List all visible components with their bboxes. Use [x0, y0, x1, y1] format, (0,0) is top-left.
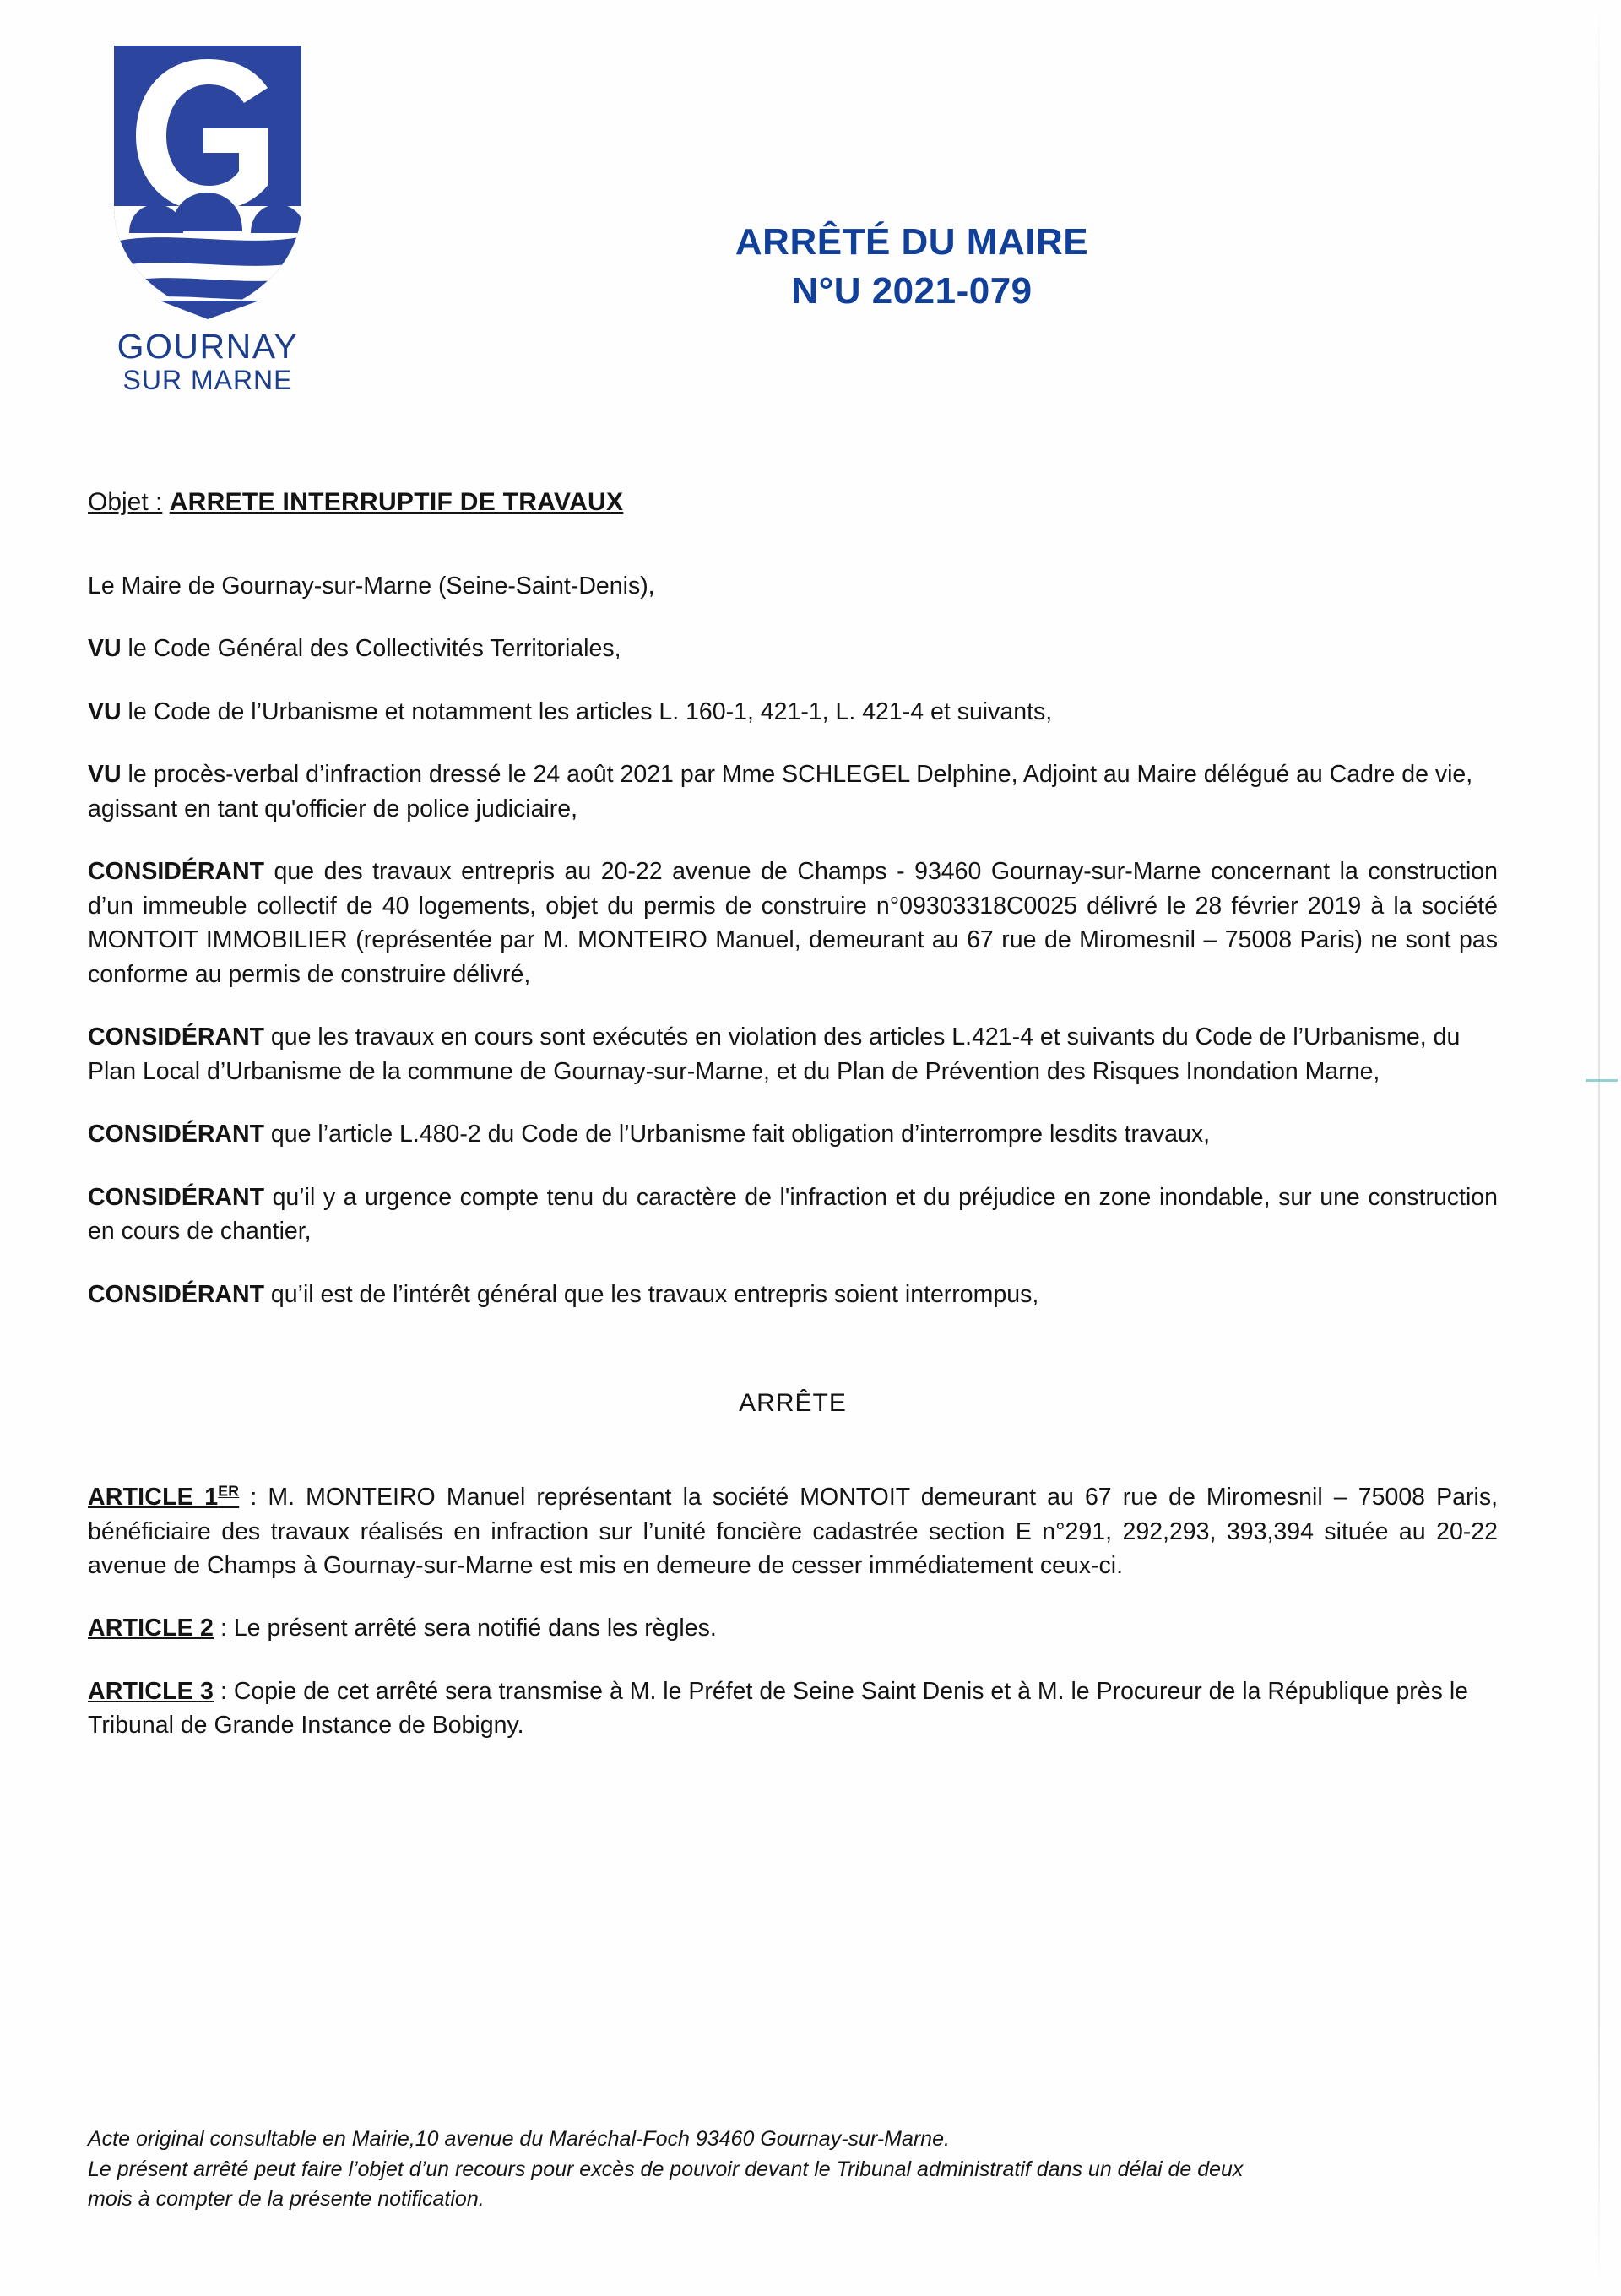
decree-heading: ARRÊTE — [739, 1389, 847, 1418]
document-body — [88, 486, 1498, 1772]
article-label — [88, 1615, 214, 1642]
article-separator: : — [239, 1484, 268, 1512]
document-title — [540, 218, 1283, 316]
vu-clause — [88, 632, 1498, 665]
article-separator: : — [214, 1615, 234, 1642]
considerant-clause — [88, 1278, 1498, 1311]
logo-city-name: GOURNAY — [117, 327, 299, 366]
title-line-1: ARRÊTÉ DU MAIRE — [735, 221, 1089, 263]
considerant-keyword: CONSIDÉRANT — [88, 1183, 265, 1211]
footer-line-1: Acte original consultable en Mairie,10 avenue du Maréchal-Foch 93460 Gournay-sur-Marne. — [88, 2127, 950, 2151]
vu-clause — [88, 757, 1498, 826]
footer-line-3: mois à compter de la présente notification. — [88, 2187, 485, 2211]
scan-tick-artifact — [1586, 1079, 1618, 1082]
considerant-text: qu’il y a urgence compte tenu du caractère de l'infraction et du préjudice en zone inondable, sur une construction en cours de chantier, — [88, 1183, 1498, 1246]
article-label-text: ARTICLE 2 — [88, 1615, 214, 1642]
logo-city-suffix: SUR MARNE — [122, 365, 293, 396]
article-label — [88, 1484, 239, 1511]
vu-text: le procès-verbal d’infraction dressé le 24 août 2021 par Mme SCHLEGEL Delphine, Adjoint au Maire délégué au Cadre de vie, agissant en tant qu'officier de police judiciaire, — [88, 761, 1473, 822]
considerant-text: que les travaux en cours sont exécutés en violation des articles L.421-4 et suivants du Code de l’Urbanisme, du Plan Local d’Urbanisme de la commune de Gournay-sur-Marne, et du Plan de Prévention des Risques Inondation Marne, — [88, 1023, 1461, 1085]
considerant-clause — [88, 855, 1498, 991]
article-clause — [88, 1611, 1498, 1645]
considerant-keyword: CONSIDÉRANT — [88, 858, 265, 886]
title-line-2: N°U 2021-079 — [791, 270, 1033, 312]
considerant-clause — [88, 1181, 1498, 1249]
considerant-text: qu’il est de l’intérêt général que les travaux entrepris soient interrompus, — [264, 1280, 1039, 1308]
considerant-keyword: CONSIDÉRANT — [88, 1023, 265, 1051]
article-label-text: ARTICLE 1 — [88, 1484, 219, 1512]
footer-line-2: Le présent arrêté peut faire l’objet d’un recours pour excès de pouvoir devant le Tribunal administratif dans un délai de deux — [88, 2157, 1244, 2181]
considerant-clause — [88, 1117, 1498, 1151]
gournay-crest-shield-icon — [97, 41, 318, 319]
article-text: M. MONTEIRO Manuel représentant la société MONTOIT demeurant au 67 rue de Miromesnil – 75008 Paris, bénéficiaire des travaux réalisés en infraction sur l’unité foncière cadastrée section E n°291, 292,293, 393,394 située au 20-22 avenue de Champs à Gournay-sur-Marne est mis en demeure de cesser immédiatement ceux-ci. — [88, 1484, 1498, 1579]
vu-text: le Code de l’Urbanisme et notamment les articles L. 160-1, 421-1, L. 421-4 et suivants, — [121, 697, 1053, 725]
vu-clause — [88, 695, 1498, 729]
considerant-text: que l’article L.480-2 du Code de l’Urbanisme fait obligation d’interrompre lesdits travaux, — [264, 1121, 1211, 1148]
vu-keyword: VU — [88, 761, 122, 789]
article-label — [88, 1678, 214, 1705]
considerant-keyword: CONSIDÉRANT — [88, 1121, 265, 1148]
vu-text: le Code Général des Collectivités Territoriales, — [121, 635, 621, 663]
article-label-text: ARTICLE 3 — [88, 1677, 214, 1705]
considerant-keyword: CONSIDÉRANT — [88, 1280, 265, 1308]
considerant-text: que des travaux entrepris au 20-22 avenue de Champs - 93460 Gournay-sur-Marne concernant la construction d’un immeuble collectif de 40 logements, objet du permis de construire n°09303318C0025 délivré le 28 février 2019 à la société MONTOIT IMMOBILIER (représentée par M. MONTEIRO Manuel, demeurant au 67 rue de Miromesnil – 75008 Paris) ne sont pas conforme au permis de construire délivré, — [88, 858, 1498, 988]
article-text: Copie de cet arrêté sera transmise à M. le Préfet de Seine Saint Denis et à M. le Procureur de la République près le Tribunal de Grande Instance de Bobigny. — [88, 1677, 1468, 1740]
article-clause — [88, 1675, 1498, 1743]
subject-value: ARRETE INTERRUPTIF DE TRAVAUX — [169, 488, 624, 516]
article-separator: : — [214, 1677, 234, 1705]
subject-line — [88, 486, 1498, 518]
article-clause — [88, 1480, 1498, 1582]
document-footer — [88, 2125, 1506, 2215]
municipality-logo — [81, 41, 334, 396]
considerant-clause — [88, 1020, 1498, 1088]
vu-keyword: VU — [88, 697, 122, 725]
preamble-intro: Le Maire de Gournay-sur-Marne (Seine-Saint-Denis), — [88, 573, 655, 600]
article-label-superscript: ER — [218, 1482, 240, 1500]
vu-keyword: VU — [88, 635, 122, 663]
article-text: Le présent arrêté sera notifié dans les règles. — [233, 1615, 717, 1642]
subject-label: Objet : — [88, 488, 163, 516]
document-header — [0, 0, 1621, 439]
